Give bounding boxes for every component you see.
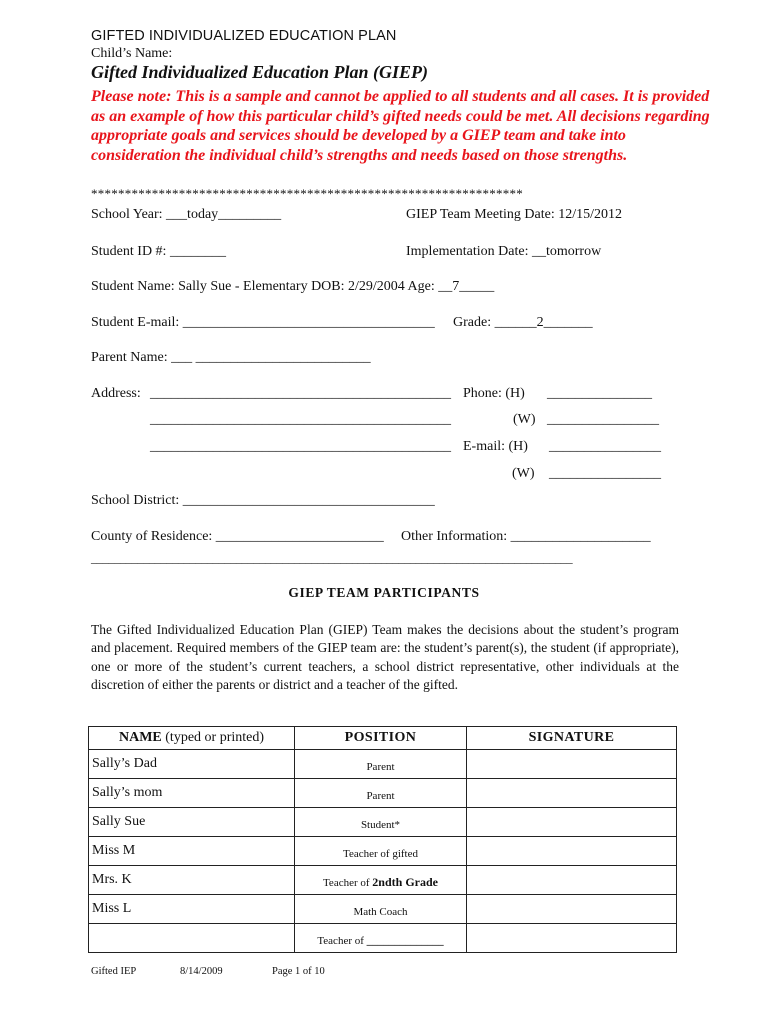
county-field: County of Residence: ________________________ <box>91 529 384 544</box>
table-header-row <box>89 727 677 750</box>
address-line-1: ___________________________________________ <box>150 386 451 401</box>
signature-cell[interactable] <box>467 924 677 953</box>
implementation-date-field: Implementation Date: __tomorrow <box>406 244 602 259</box>
school-year-field: School Year: ___today_________ <box>91 207 282 222</box>
phone-home-line: _______________ <box>547 386 652 401</box>
phone-work-label: (W) <box>513 412 536 427</box>
participant-name[interactable] <box>89 924 295 953</box>
participant-name: Sally’s mom <box>89 779 295 808</box>
participant-position: Teacher of ______________ <box>295 924 467 953</box>
address-label: Address: <box>91 386 141 401</box>
signature-cell[interactable] <box>467 750 677 779</box>
meeting-date-field: GIEP Team Meeting Date: 12/15/2012 <box>406 207 622 222</box>
column-header-position: POSITION <box>295 727 467 750</box>
participant-position: Teacher of 2ndth Grade <box>295 866 467 895</box>
address-line-3: ___________________________________________ <box>150 439 451 454</box>
student-id-field: Student ID #: ________ <box>91 244 226 259</box>
signature-cell[interactable] <box>467 866 677 895</box>
participant-position: Parent <box>295 779 467 808</box>
star-divider: **************************************************************** <box>91 186 523 201</box>
sample-note: Please note: This is a sample and cannot be applied to all students and all cases. It is provided as an example of how this particular child’s gifted needs could be met. All decisions regarding appropriate goals and services should be developed by a GIEP team and take into consideration the individual child’s strengths and needs based on those strengths. <box>91 88 710 164</box>
school-district-field: School District: ____________________________________ <box>91 493 435 508</box>
blank-line: ___________________________________________________________________________________ <box>91 551 573 565</box>
participant-position: Teacher of gifted <box>295 837 467 866</box>
table-row <box>89 750 677 779</box>
participant-name: Sally’s Dad <box>89 750 295 779</box>
participant-name: Sally Sue <box>89 808 295 837</box>
participant-position: Student* <box>295 808 467 837</box>
childs-name-label: Child’s Name: <box>91 46 173 61</box>
email-work-label: (W) <box>512 466 535 481</box>
table-row <box>89 895 677 924</box>
email-label: E-mail: (H) <box>463 439 528 454</box>
signature-cell[interactable] <box>467 808 677 837</box>
footer-label: Gifted IEP <box>91 966 137 977</box>
participant-name: Miss L <box>89 895 295 924</box>
page-title: Gifted Individualized Education Plan (GIEP) <box>91 62 429 82</box>
participants-table <box>88 726 677 953</box>
phone-label: Phone: (H) <box>463 386 525 401</box>
table-row <box>89 837 677 866</box>
column-header-signature: SIGNATURE <box>467 727 677 750</box>
signature-cell[interactable] <box>467 779 677 808</box>
footer-page-number: Page 1 of 10 <box>272 966 325 977</box>
parent-name-field: Parent Name: ___ _________________________ <box>91 350 371 365</box>
student-name-field: Student Name: Sally Sue - Elementary DOB: 2/29/2004 Age: __7_____ <box>91 279 495 294</box>
participants-intro: The Gifted Individualized Education Plan (GIEP) Team makes the decisions about the student’s program and placement. Required members of the GIEP team are: the student’s parent(s), the student (if appropriate), one or more of the student’s current teachers, a school district representative, other individuals at the discretion of either the parents or district and a teacher of the gifted. <box>91 622 679 692</box>
doc-heading: GIFTED INDIVIDUALIZED EDUCATION PLAN <box>91 28 397 44</box>
signature-cell[interactable] <box>467 895 677 924</box>
table-row <box>89 808 677 837</box>
other-info-field: Other Information: ____________________ <box>401 529 651 544</box>
table-row <box>89 924 677 953</box>
phone-work-line: ________________ <box>547 412 659 427</box>
footer-date: 8/14/2009 <box>180 966 223 977</box>
grade-field: Grade: ______2_______ <box>453 315 593 330</box>
signature-cell[interactable] <box>467 837 677 866</box>
participant-position: Math Coach <box>295 895 467 924</box>
student-email-field: Student E-mail: ____________________________________ <box>91 315 435 330</box>
participant-position: Parent <box>295 750 467 779</box>
address-line-2: ___________________________________________ <box>150 412 451 427</box>
participant-name: Miss M <box>89 837 295 866</box>
email-work-line: ________________ <box>549 466 661 481</box>
email-home-line: ________________ <box>549 439 661 454</box>
participant-name: Mrs. K <box>89 866 295 895</box>
table-row <box>89 866 677 895</box>
column-header-name: NAME (typed or printed) <box>89 727 295 750</box>
table-row <box>89 779 677 808</box>
participants-heading: GIEP TEAM PARTICIPANTS <box>288 585 480 600</box>
